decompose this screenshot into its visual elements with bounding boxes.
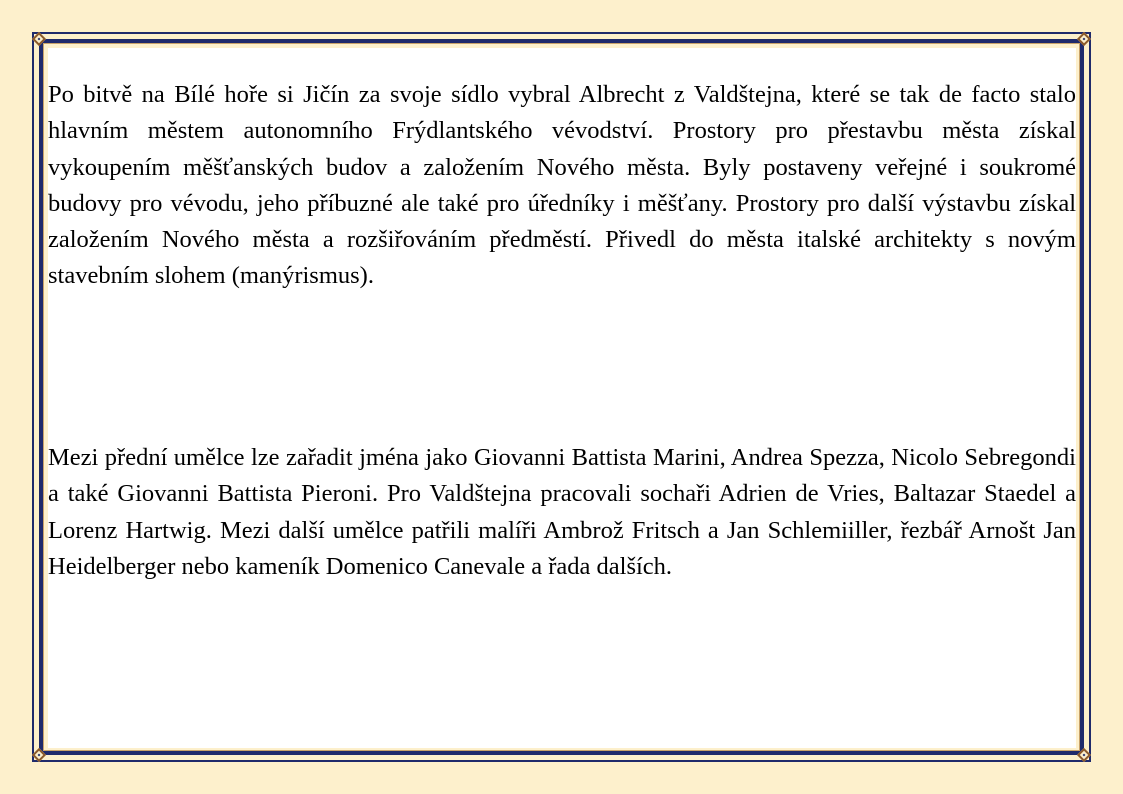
paragraph-artists: Mezi přední umělce lze zařadit jména jako Giovanni Battista Marini, Andrea Spezza, Nicolo Sebregondi a také Giovanni Battista Pieroni. Pro Valdštejna pracovali sochaři Adrien de Vries, Baltazar Staedel a Lorenz Hartwig. Mezi další umělce patřili malíři Ambrož Fritsch a Jan Schlemiiller, řezbář Arnošt Jan Heidelberger nebo kameník Domenico Canevale a řada dalších.: [48, 444, 1076, 580]
paragraph-valdstejn-history: Po bitvě na Bílé hoře si Jičín za svoje sídlo vybral Albrecht z Valdštejna, které se tak de facto stalo hlavním městem autonomního Frýdlantského vévodství. Prostory pro přestavbu města získal vykoupením měšťanských budov a založením Nového města. Byly postaveny veřejné i soukromé budovy pro vévodu, jeho příbuzné ale také pro úředníky i měšťany. Prostory pro další výstavbu získal založením Nového města a rozšiřováním předměstí. Přivedl do města italské architekty s novým stavebním slohem (manýrismus).: [48, 81, 1076, 290]
